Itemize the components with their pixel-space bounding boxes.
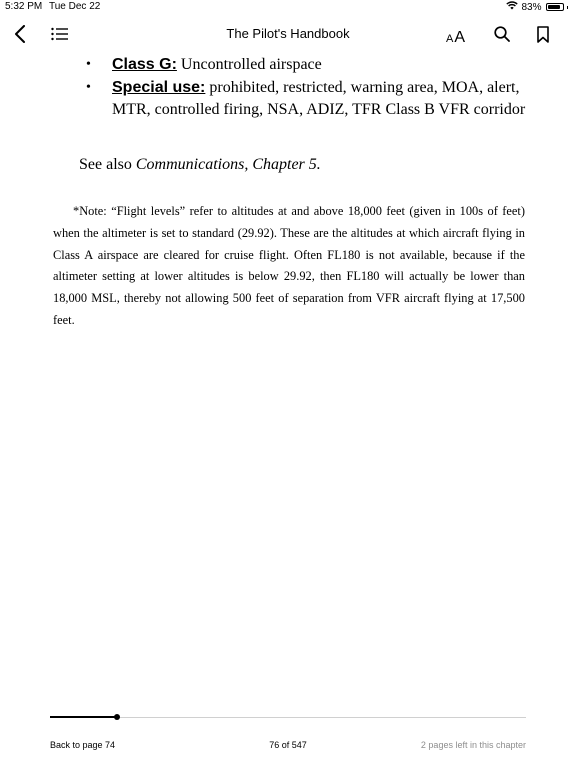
see-also-reference: Communications, Chapter 5.	[135, 156, 321, 173]
status-indicators	[506, 1, 568, 13]
list-item	[86, 77, 536, 121]
progress-fill	[50, 716, 117, 718]
list-item	[86, 54, 536, 76]
airspace-bullet-list	[86, 54, 536, 122]
font-large-glyph: A	[454, 29, 466, 46]
footnote-paragraph: *Note: “Flight levels” refer to altitudes at and above 18,000 feet (given in 100s of feet) when the altimeter is set to standard (29.92). These are the altitudes at which aircraft flying in Class A airspace are cleared for cruise flight. Often FL180 is not available, because if the altimeter setting at lower altitudes is below 29.92, then FL180 will actually be lower than 18,000 MSL, thereby not allowing 500 feet of separation from VFR aircraft flying at 17,500 feet.	[53, 204, 525, 327]
see-also-line	[79, 156, 321, 174]
status-date: Tue Dec 22	[49, 1, 101, 12]
see-also-prefix: See also	[79, 156, 136, 173]
bullet-icon: •	[86, 80, 91, 95]
battery-icon	[546, 3, 564, 11]
page-indicator: 76 of 547	[269, 740, 307, 750]
bullet-icon: •	[86, 57, 91, 72]
font-small-glyph: A	[446, 33, 454, 45]
bullet-heading: Class G:	[112, 56, 177, 73]
progress-scrubber-handle[interactable]	[114, 714, 120, 720]
bullet-heading: Special use:	[112, 79, 206, 96]
progress-track[interactable]	[50, 717, 526, 718]
book-title: The Pilot's Handbook	[226, 26, 350, 41]
bullet-text: Uncontrolled airspace	[176, 56, 322, 73]
bookmark-icon[interactable]	[531, 22, 555, 46]
status-time: 5:32 PM	[5, 1, 43, 12]
bullet-text: prohibited, restricted, warning area, MOA, alert, MTR, controlled firing, NSA, ADIZ, TFR Class B VFR corridor	[112, 79, 526, 118]
back-to-page-link[interactable]: Back to page 74	[50, 740, 116, 750]
font-size-button[interactable]	[446, 24, 465, 46]
pages-left-text: 2 pages left in this chapter	[420, 740, 526, 750]
wifi-icon	[506, 1, 518, 13]
search-icon[interactable]	[490, 22, 514, 46]
battery-percent: 83%	[521, 1, 542, 13]
